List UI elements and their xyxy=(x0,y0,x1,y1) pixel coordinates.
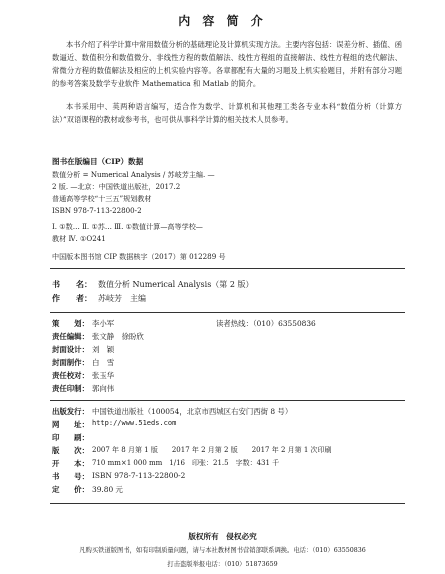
book-author-label: 作 者： xyxy=(52,293,92,303)
cip-line: ISBN 978-7-113-22800-2 xyxy=(52,206,142,215)
cip-line: Ⅰ. ①数… Ⅱ. ①苏… Ⅲ. ①数值计算—高等学校— xyxy=(52,222,203,231)
cip-line: 普通高等学校“十三五”规划教材 xyxy=(52,194,152,203)
cip-line: 2 版. —北京：中国铁道出版社，2017.2 xyxy=(52,182,181,191)
divider xyxy=(50,400,405,401)
publish-label: 印 刷： xyxy=(52,433,89,442)
divider xyxy=(50,503,405,504)
editor-value: 李小军 xyxy=(92,319,115,328)
piracy-hotline: 打击盗版举报电话：（010）51873659 xyxy=(167,561,278,568)
editor-label: 责任印制： xyxy=(52,384,89,393)
book-title-label: 书 名： xyxy=(52,279,92,289)
editor-value: 张文静 徐盼欣 xyxy=(92,332,144,341)
intro-paragraph-1: 本书介绍了科学计算中常用数值分析的基础理论及计算机实现方法。主要内容包括：误差分析、插值、函数逼近、数值积分和数值微分、非线性方程的数值解法、线性方程组的直接解法、线性方程组的迭代解法、常微分方程的数值解法及相应的上机实验内容等。各章都配有大量的习题及上机实验题目，并附有部分习题的参考答案及数学专业软件 Mathematica 和 Matlab 的简介。 xyxy=(52,40,402,88)
cip-record: 中国版本图书馆 CIP 数据核字（2017）第 012289 号 xyxy=(52,252,226,261)
editor-value: 刘 颖 xyxy=(92,345,115,354)
editor-value: 张玉华 xyxy=(92,371,115,380)
quality-notice: 凡购买铁道版图书，如有印制质量问题，请与本社教材图书营销部联系调换。电话：（010）63550836 xyxy=(79,547,366,554)
publish-label: 定 价： xyxy=(52,485,89,494)
publish-label: 书 号： xyxy=(52,472,89,481)
divider xyxy=(50,268,405,269)
editor-label: 封面制作： xyxy=(52,358,89,367)
editor-value: 白 雪 xyxy=(92,358,115,367)
publish-label: 版 次： xyxy=(52,446,89,455)
cip-line: 教材 Ⅳ. ①O241 xyxy=(52,234,106,243)
editor-label: 策 划： xyxy=(52,319,89,328)
publish-value: 2007 年 8 月第 1 版 2017 年 2 月第 2 版 2017 年 2 月第 1 次印刷 xyxy=(92,446,332,454)
cip-line: 数值分析 = Numerical Analysis / 苏岐芳主编. — xyxy=(52,170,215,179)
copyright-notice: 版权所有 侵权必究 xyxy=(188,532,257,541)
reader-hotline: 读者热线：（010）63550836 xyxy=(216,319,316,328)
editor-label: 责任编辑： xyxy=(52,332,89,341)
page-title: 内 容 简 介 xyxy=(178,14,267,28)
editor-value: 郭向伟 xyxy=(92,384,115,393)
publish-value: 710 mm×1 000 mm 1/16 印张：21.5 字数：431 千 xyxy=(92,459,280,467)
publish-value: 中国铁道出版社（100054，北京市西城区右安门西街 8 号） xyxy=(92,407,293,416)
editor-label: 责任校对： xyxy=(52,371,89,380)
publish-value: http://www.51eds.com xyxy=(92,419,177,427)
book-title: 数值分析 Numerical Analysis（第 2 版） xyxy=(98,280,254,289)
publish-label: 开 本： xyxy=(52,459,89,468)
cip-heading: 图书在版编目（CIP）数据 xyxy=(52,157,144,166)
publish-label: 网 址： xyxy=(52,420,89,429)
editor-label: 封面设计： xyxy=(52,345,89,354)
publish-label: 出版发行： xyxy=(52,407,89,416)
publish-value: ISBN 978-7-113-22800-2 xyxy=(92,471,186,480)
publish-value: 39.80 元 xyxy=(92,485,123,494)
book-author: 苏岐芳 主编 xyxy=(98,294,146,303)
divider xyxy=(50,312,405,313)
intro-paragraph-2: 本书采用中、英两种语言编写，适合作为数学、计算机和其他理工类各专业本科“数值分析（计算方法）”双语课程的教材或参考书，也可供从事科学计算的相关技术人员参考。 xyxy=(52,102,402,124)
